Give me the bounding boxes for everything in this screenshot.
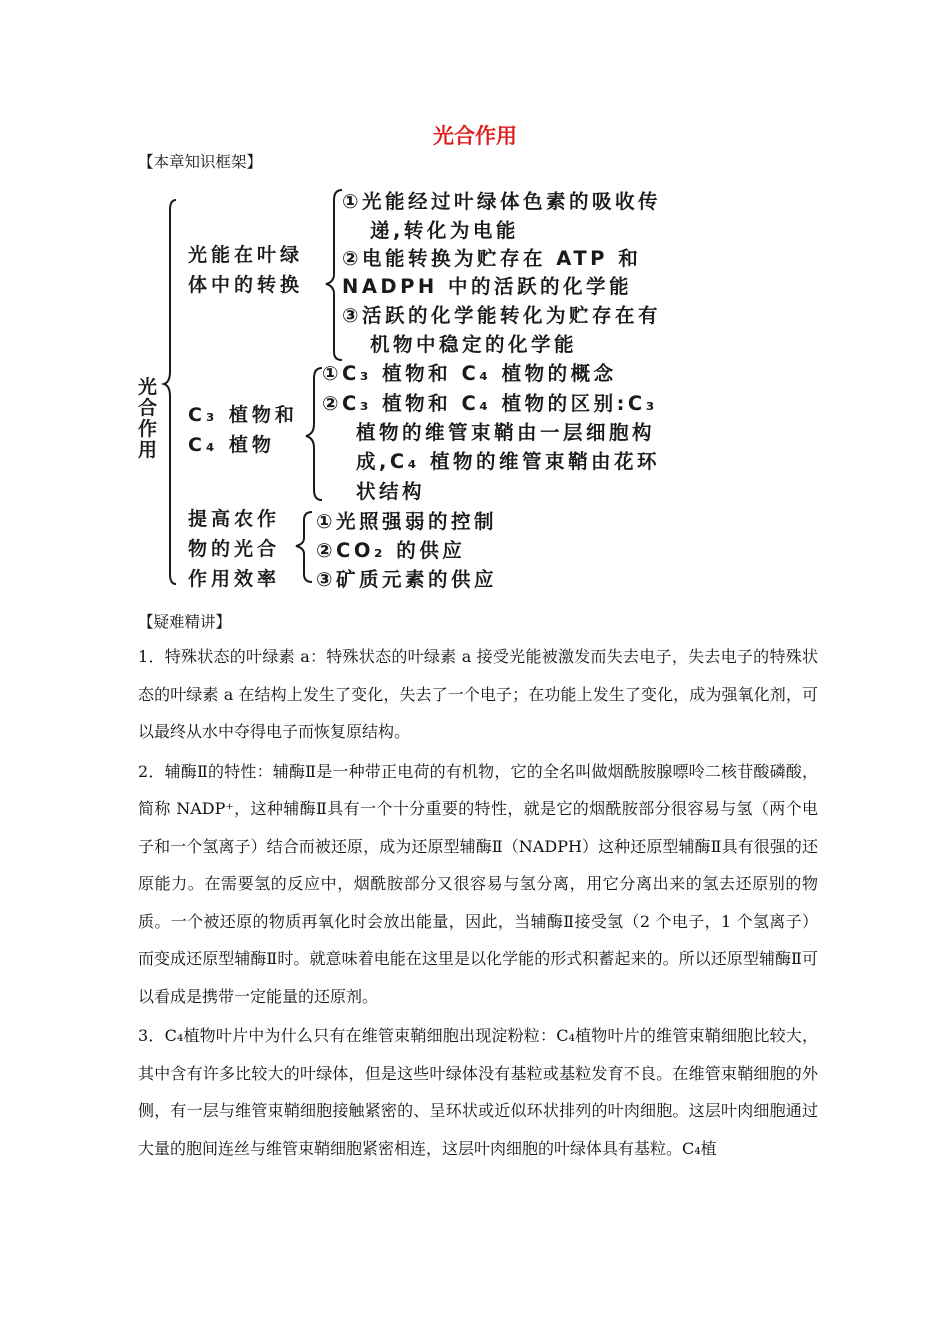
branch2-item: ①C₃ 植物和 C₄ 植物的概念 [322, 362, 617, 385]
branch2-label-line: C₃ 植物和 [188, 404, 298, 426]
branch3-item: ③矿质元素的供应 [316, 568, 498, 591]
branch2-label [188, 400, 298, 460]
framework-root: 光合作用 [138, 376, 158, 461]
branch1-item: ①光能经过叶绿体色素的吸收传 [342, 190, 662, 213]
paragraph: 3．C₄植物叶片中为什么只有在维管束鞘细胞出现淀粉粒：C₄植物叶片的维管束鞘细胞比较大，其中含有许多比较大的叶绿体，但是这些叶绿体没有基粒或基粒发育不良。在维管束鞘细胞的外侧，有一层与维管束鞘细胞接触紧密的、呈环状或近似环状排列的叶肉细胞。这层叶肉细胞通过大量的胞间连丝与维管束鞘细胞紧密相连，这层叶肉细胞的叶绿体具有基粒。C₄植 [138, 1026, 818, 1158]
branch3-label-line: 物的光合 [188, 538, 281, 560]
branch2-item: 状结构 [356, 480, 426, 503]
branch1-item: 递,转化为电能 [370, 219, 519, 242]
branch2-item: 成,C₄ 植物的维管束鞘由花环 [356, 450, 661, 473]
branch1-label-line: 光能在叶绿 [188, 244, 304, 266]
explanation-body [138, 638, 818, 1169]
branch2-label-line: C₄ 植物 [188, 434, 275, 456]
branch2-brace [306, 368, 322, 500]
knowledge-framework [130, 182, 770, 602]
branch1-item: ②电能转换为贮存在 ATP 和 [342, 247, 642, 270]
branch1-label [188, 240, 303, 300]
branch1-item: ③活跃的化学能转化为贮存在有 [342, 304, 662, 327]
paragraph: 1．特殊状态的叶绿素 a：特殊状态的叶绿素 a 接受光能被激发而失去电子，失去电子的特殊状态的叶绿素 a 在结构上发生了变化，失去了一个电子；在功能上发生了变化，成为强氧化剂，可以最终从水中夺得电子而恢复原结构。 [138, 647, 818, 741]
branch3-label [188, 504, 280, 594]
page-title: 光合作用 [433, 124, 517, 148]
root-brace [164, 200, 176, 584]
explain-heading: 【疑难精讲】 [138, 613, 232, 631]
branch1-item: 机物中稳定的化学能 [370, 333, 578, 356]
branch3-label-line: 提高农作 [188, 508, 281, 530]
framework-heading: 【本章知识框架】 [138, 153, 263, 171]
branch1-item: NADPH 中的活跃的化学能 [342, 275, 632, 298]
branch3-item: ②CO₂ 的供应 [316, 539, 466, 562]
paragraph: 2．辅酶Ⅱ的特性：辅酶Ⅱ是一种带正电荷的有机物，它的全名叫做烟酰胺腺嘌呤二核苷酸磷酸，简称 NADP⁺，这种辅酶Ⅱ具有一个十分重要的特性，就是它的烟酰胺部分很容易与氢（两个电子和一个氢离子）结合而被还原，成为还原型辅酶Ⅱ（NADPH）这种还原型辅酶Ⅱ具有很强的还原能力。在需要氢的反应中，烟酰胺部分又很容易与氢分离，用它分离出来的氢去还原别的物质。一个被还原的物质再氧化时会放出能量，因此，当辅酶Ⅱ接受氢（2 个电子，1 个氢离子）而变成还原型辅酶Ⅱ时。就意味着电能在这里是以化学能的形式积蓄起来的。所以还原型辅酶Ⅱ可以看成是携带一定能量的还原剂。 [138, 761, 818, 1006]
branch1-label-line: 体中的转换 [188, 274, 304, 296]
branch3-brace [296, 512, 312, 582]
branch3-item: ①光照强弱的控制 [316, 510, 498, 533]
branch3-label-line: 作用效率 [188, 568, 281, 590]
branch1-brace [326, 190, 342, 360]
branch2-item: 植物的维管束鞘由一层细胞构 [356, 421, 656, 444]
branch2-item: ②C₃ 植物和 C₄ 植物的区别:C₃ [322, 392, 658, 415]
